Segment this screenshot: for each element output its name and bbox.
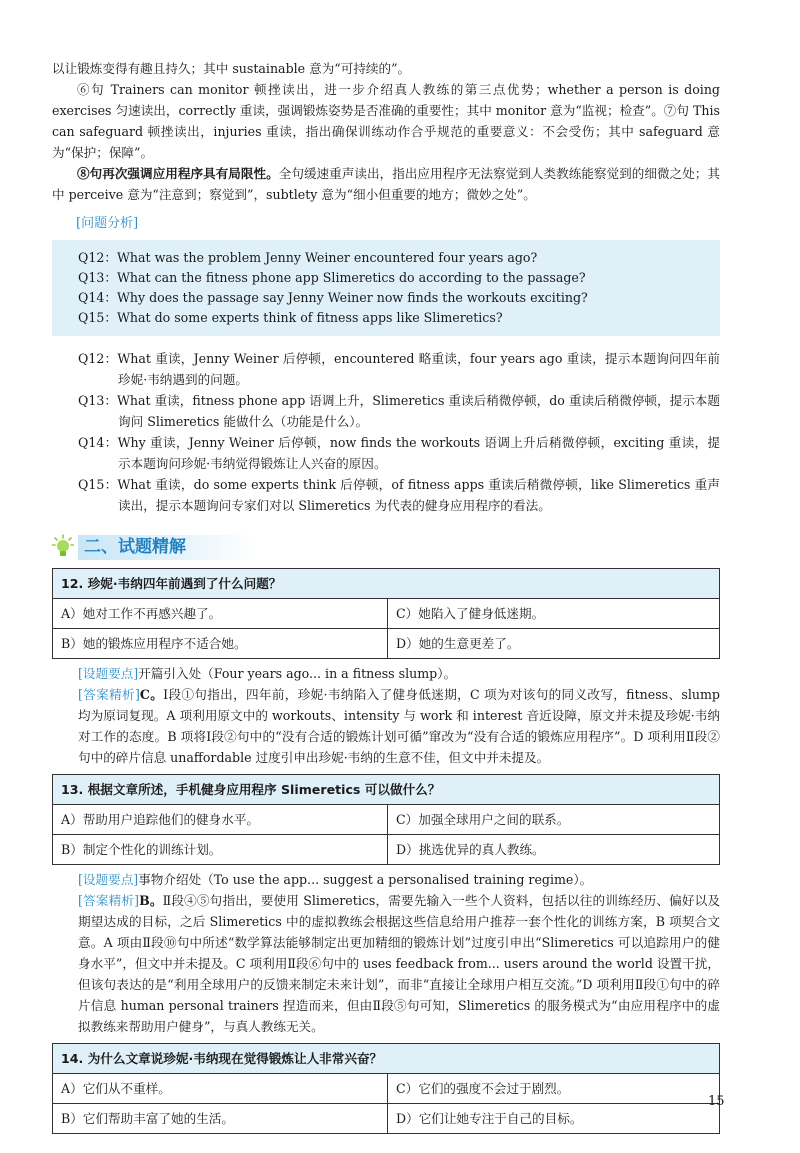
q13-heading: 13. 根据文章所述，手机健身应用程序 Slimeretics 可以做什么？	[53, 775, 720, 805]
q12-answer-letter: C。	[139, 687, 164, 702]
answer-tag: [答案精析]	[78, 687, 140, 702]
q13-point	[78, 869, 720, 890]
intro-paragraph-3-rest: 全句缓速重声读出，指出应用程序无法察觉到人类教练能察觉到的细微之处；其中 perceive 意为“注意到；察觉到”，subtlety 意为“细小但重要的地方；微妙之处”。	[52, 166, 721, 202]
q12-option-c: C）她陷入了健身低迷期。	[388, 599, 720, 629]
analysis-q13: Q13：What 重读，fitness phone app 语调上升，Slimeretics 重读后稍微停顿，do 重读后稍微停顿，提示本题询问 Slimeretics 能做什么（功能是什么）。	[78, 393, 720, 429]
q13-option-c: C）加强全球用户之间的联系。	[388, 805, 720, 835]
q12-explanation	[52, 663, 720, 768]
analysis-label: [问题分析]	[76, 216, 139, 231]
analysis-q14: Q14：Why 重读，Jenny Weiner 后停顿，now finds the workouts 语调上升后稍微停顿，exciting 重读，提示本题询问珍妮·韦纳觉得锻炼让人兴奋的原因。	[78, 435, 720, 471]
q13-option-a: A）帮助用户追踪他们的健身水平。	[53, 805, 388, 835]
intro-paragraph-2: ⑥句 Trainers can monitor 顿挫读出，进一步介绍真人教练的第三点优势；whether a person is doing exercises 匀速读出，correctly 重读，强调锻炼姿势是否准确的重要性；其中 monitor 意为“监视；检查”。⑦句 This can safeguard 顿挫读出，injuries 重读，指出确保训练动作合乎规范的重要意义：不会受伤；其中 safeguard 意为“保护；保障”。	[52, 82, 720, 160]
q12-heading: 12. 珍妮·韦纳四年前遇到了什么问题？	[53, 569, 720, 599]
analysis-q15: Q15：What 重读，do some experts think 后停顿，of fitness apps 重读后稍微停顿，like Slimeretics 重声读出，提示本题询问专家们对以 Slimeretics 为代表的健身应用程序的看法。	[78, 477, 720, 513]
lightbulb-icon	[52, 534, 74, 560]
question-q13: Q13：What can the fitness phone app Slimeretics do according to the passage?	[78, 270, 586, 285]
point-tag: [设题要点]	[78, 666, 139, 681]
intro-paragraph-1: 以让锻炼变得有趣且持久；其中 sustainable 意为“可持续的”。	[52, 61, 411, 76]
analysis-q12: Q12：What 重读，Jenny Weiner 后停顿，encountered 略重读，four years ago 重读，提示本题询问四年前珍妮·韦纳遇到的问题。	[78, 351, 720, 387]
q12-table	[52, 568, 720, 659]
questions-box	[52, 240, 720, 336]
q12-point	[78, 663, 720, 684]
q12-option-a: A）她对工作不再感兴趣了。	[53, 599, 388, 629]
main-content	[52, 58, 720, 1134]
q13-option-d: D）挑选优异的真人教练。	[388, 835, 720, 865]
q13-option-b: B）制定个性化的训练计划。	[53, 835, 388, 865]
q12-answer	[78, 684, 720, 768]
page-number: 15	[708, 1094, 725, 1109]
intro-paragraph-3	[52, 163, 720, 205]
q13-table	[52, 774, 720, 865]
emphasis-text: ⑧句再次强调应用程序具有局限性。	[77, 166, 279, 181]
q14-table	[52, 1043, 720, 1134]
question-analysis	[52, 348, 720, 516]
q14-heading: 14. 为什么文章说珍妮·韦纳现在觉得锻炼让人非常兴奋？	[53, 1044, 720, 1074]
q13-point-text: 事物介绍处（To use the app... suggest a personalised training regime）。	[138, 872, 593, 887]
q12-option-d: D）她的生意更差了。	[388, 629, 720, 659]
answer-tag: [答案精析]	[78, 893, 140, 908]
section-2-title: 二、试题精解	[78, 535, 256, 560]
q14-option-c: C）它们的强度不会过于剧烈。	[388, 1074, 720, 1104]
section-2-heading	[52, 534, 720, 560]
q13-answer-text: Ⅱ段④⑤句指出，要使用 Slimeretics，需要先输入一些个人资料，包括以往的训练经历、偏好以及期望达成的目标，之后 Slimeretics 中的虚拟教练会根据这些信息给用户推荐一套个性化的训练方案，B 项契合文意。A 项由Ⅱ段⑩句中所述“数学算法能够制定出更加精细的锻炼计划”过度引申出“Slimeretics 可以追踪用户的健身水平”，但文中并未提及。C 项利用Ⅱ段⑥句中的 uses feedback from... users around the world 设置干扰，但该句表达的是“利用全球用户的反馈来制定未来计划”，而非“直接让全球用户相互交流。”D 项利用Ⅱ段①句中的碎片信息 human personal trainers 捏造而来，但由Ⅱ段⑤句可知，Slimeretics 的服务模式为“由应用程序中的虚拟教练来帮助用户健身”，与真人教练无关。	[78, 893, 720, 1034]
question-q15: Q15：What do some experts think of fitness apps like Slimeretics?	[78, 310, 503, 325]
point-tag: [设题要点]	[78, 872, 139, 887]
q13-answer-letter: B。	[139, 893, 163, 908]
q14-option-b: B）它们帮助丰富了她的生活。	[53, 1104, 388, 1134]
q14-option-d: D）它们让她专注于自己的目标。	[388, 1104, 720, 1134]
question-q14: Q14：Why does the passage say Jenny Weiner now finds the workouts exciting?	[78, 290, 588, 305]
q12-point-text: 开篇引入处（Four years ago... in a fitness slump）。	[138, 666, 457, 681]
q12-option-b: B）她的锻炼应用程序不适合她。	[53, 629, 388, 659]
q12-answer-text: Ⅰ段①句指出，四年前，珍妮·韦纳陷入了健身低迷期，C 项为对该句的同义改写，fitness、slump 均为原词复现。A 项利用原文中的 workouts、intensity 与 work 和 interest 音近设障，原文并未提及珍妮·韦纳对工作的态度。B 项将Ⅰ段②句中的“没有合适的锻炼计划可循”窜改为“没有合适的锻炼应用程序”。D 项利用Ⅱ段②句中的碎片信息 unaffordable 过度引申出珍妮·韦纳的生意不佳，但文中并未提及。	[78, 687, 720, 765]
q13-explanation	[52, 869, 720, 1037]
question-q12: Q12：What was the problem Jenny Weiner encountered four years ago?	[78, 250, 538, 265]
q14-option-a: A）它们从不重样。	[53, 1074, 388, 1104]
q13-answer	[78, 890, 720, 1037]
